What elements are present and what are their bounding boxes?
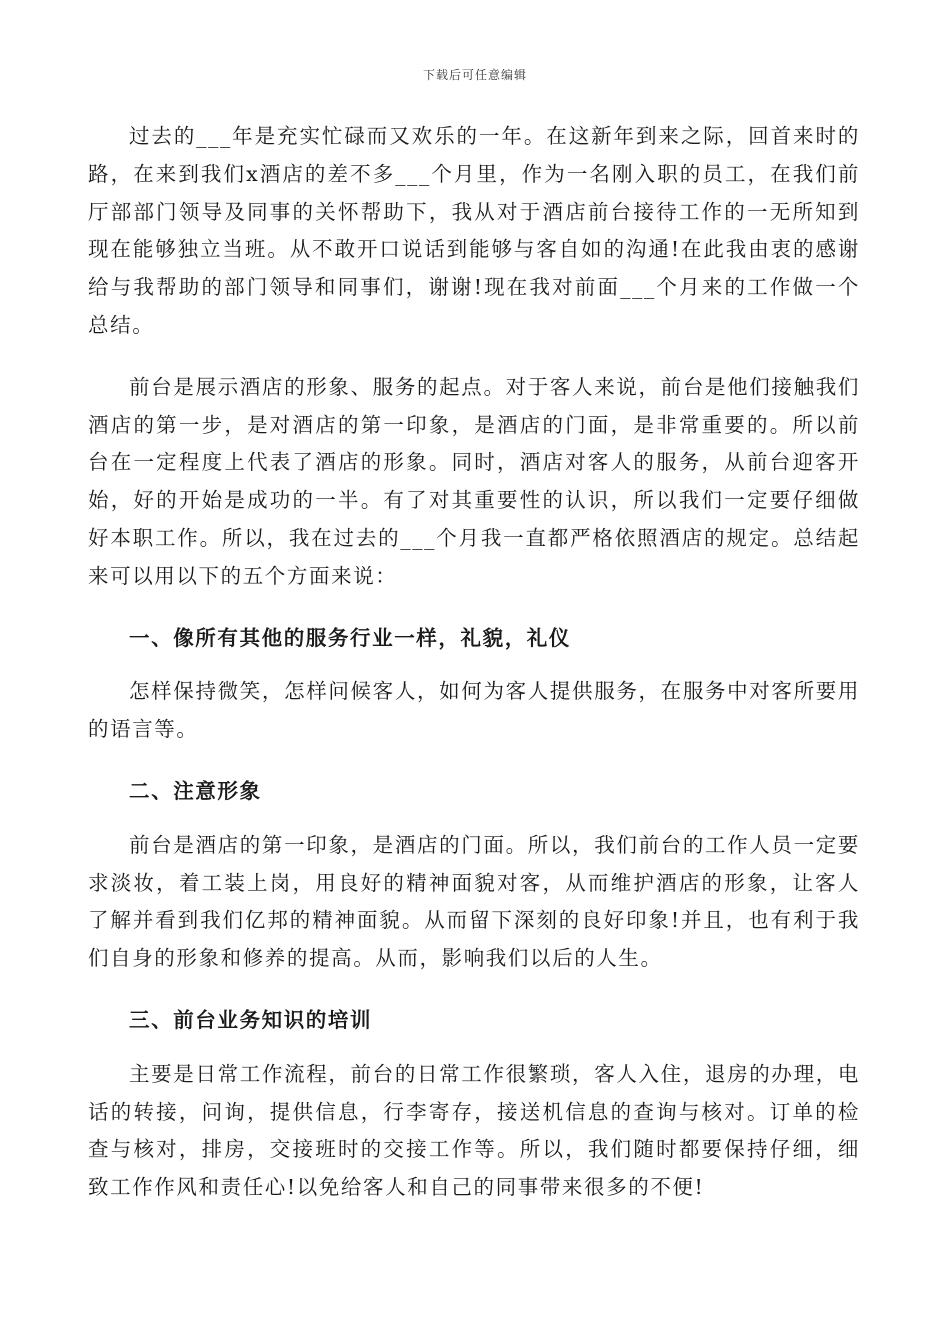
paragraph-etiquette: 怎样保持微笑，怎样问候客人，如何为客人提供服务，在服务中对客所要用的语言等。 <box>88 679 860 742</box>
document-body <box>88 118 860 1207</box>
heading-gap <box>88 1040 860 1056</box>
section-heading-training: 三、前台业务知识的培训 <box>129 1007 373 1032</box>
paragraph-intro: 过去的___年是充实忙碌而又欢乐的一年。在这新年到来之际，回首来时的路，在来到我们x酒店的差不多___个月里，作为一名刚入职的员工，在我们前厅部部门领导及同事的关怀帮助下，我从对于酒店前台接待工作的一无所知到现在能够独立当班。从不敢开口说话到能够与客自如的沟通!在此我由衷的感谢给与我帮助的部门领导和同事们，谢谢!现在我对前面___个月来的工作做一个总结。 <box>88 124 860 337</box>
paragraph-training: 主要是日常工作流程，前台的日常工作很繁琐，客人入住，退房的办理，电话的转接，问询，提供信息，行李寄存，接送机信息的查询与核对。订单的检查与核对，排房，交接班时的交接工作等。所以，我们随时都要保持仔细，细致工作作风和责任心!以免给客人和自己的同事带来很多的不便! <box>88 1061 860 1200</box>
paragraph-gap <box>88 749 860 773</box>
paragraph-image: 前台是酒店的第一印象，是酒店的门面。所以，我们前台的工作人员一定要求淡妆，着工装上岗，用良好的精神面貌对客，从而维护酒店的形象，让客人了解并看到我们亿邦的精神面貌。从而留下深刻的良好印象!并且，也有利于我们自身的形象和修养的提高。从而，影响我们以后的人生。 <box>88 832 860 971</box>
section-heading-image: 二、注意形象 <box>129 778 262 803</box>
section-heading-etiquette: 一、像所有其他的服务行业一样，礼貌，礼仪 <box>129 625 571 650</box>
paragraph-gap <box>88 978 860 1002</box>
paragraph-gap <box>88 596 860 620</box>
paragraph-front-desk-role: 前台是展示酒店的形象、服务的起点。对于客人来说，前台是他们接触我们酒店的第一步，是对酒店的第一印象，是酒店的门面，是非常重要的。所以前台在一定程度上代表了酒店的形象。同时，酒店对客人的服务，从前台迎客开始，好的开始是成功的一半。有了对其重要性的认识，所以我们一定要仔细做好本职工作。所以，我在过去的___个月我一直都严格依照酒店的规定。总结起来可以用以下的五个方面来说： <box>88 374 860 588</box>
heading-gap <box>88 811 860 827</box>
page-header-note: 下载后可任意编辑 <box>422 68 527 82</box>
heading-gap <box>88 657 860 673</box>
paragraph-gap <box>88 345 860 369</box>
